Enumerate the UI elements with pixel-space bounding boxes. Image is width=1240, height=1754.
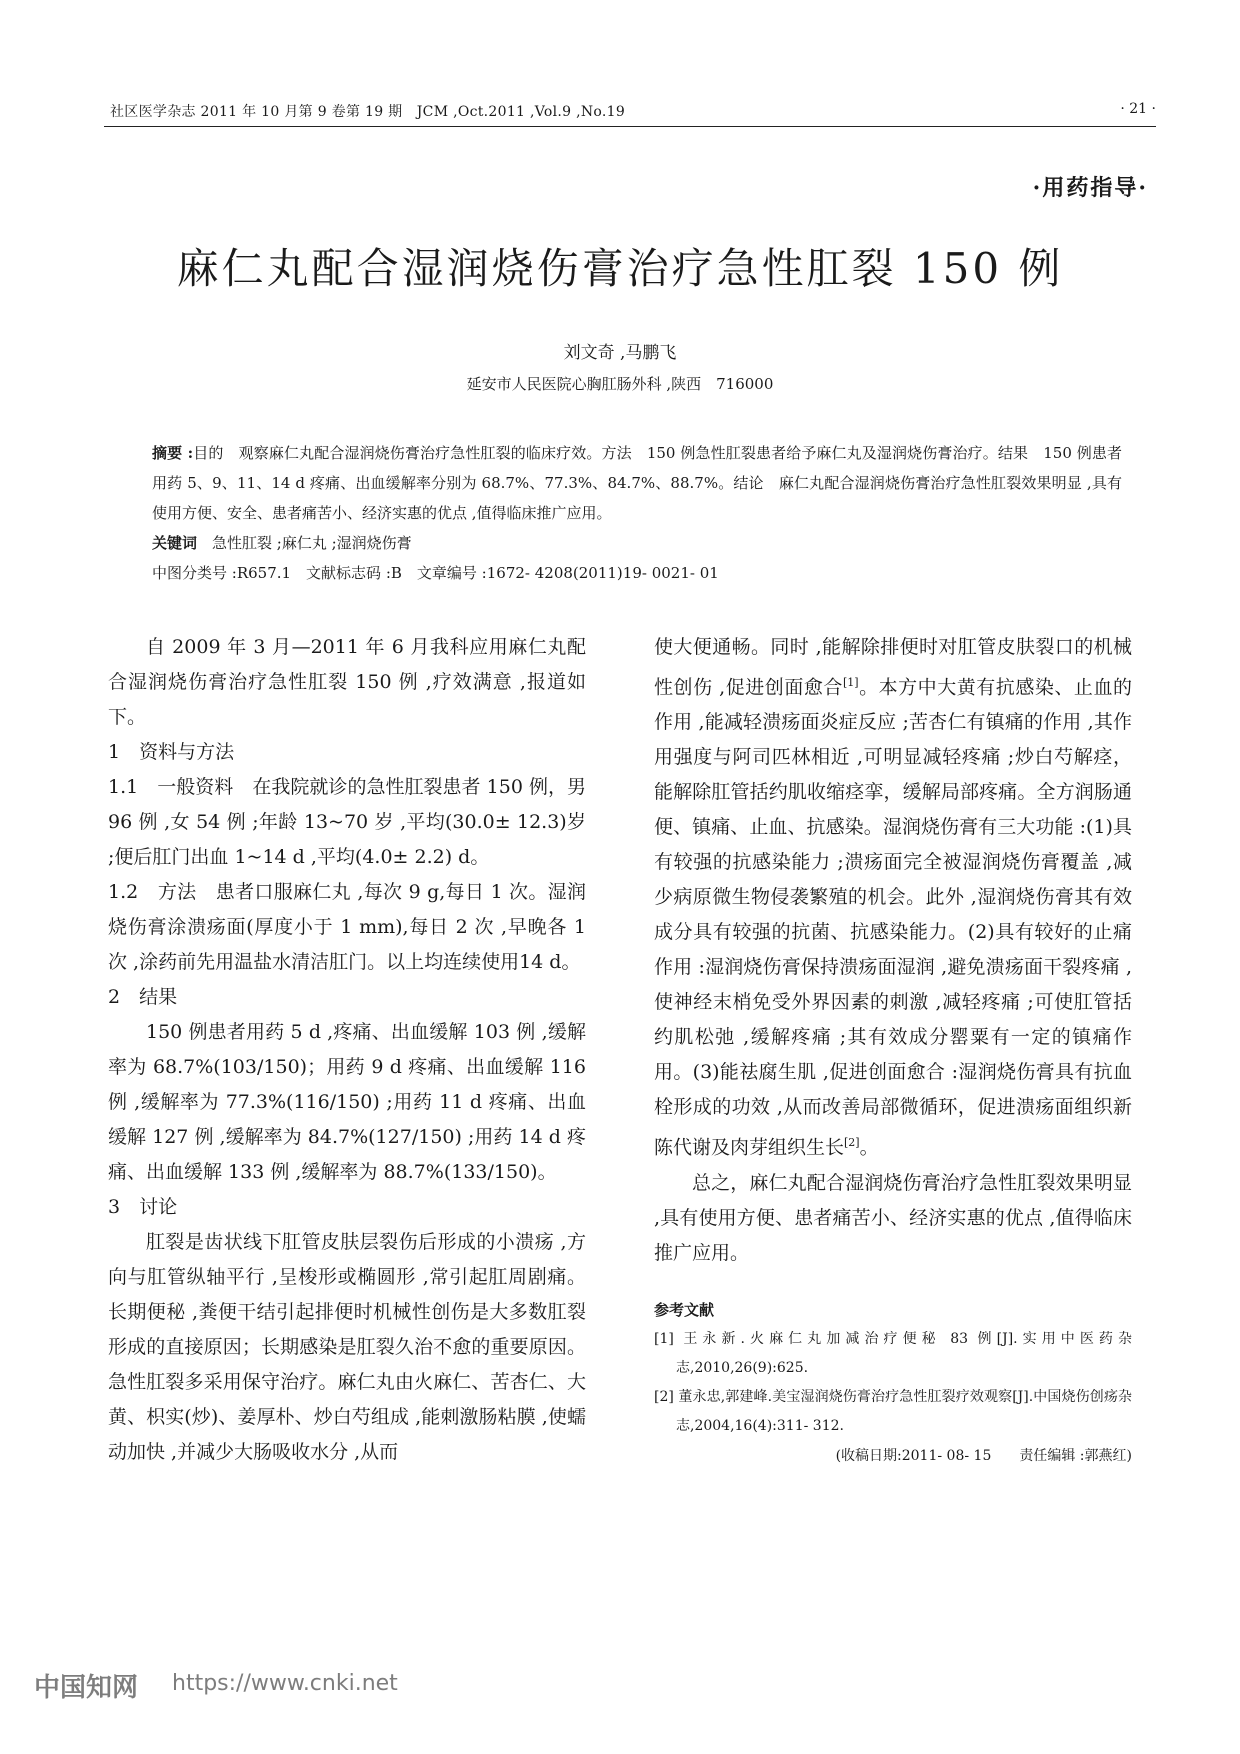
section-heading-1 [108, 735, 586, 770]
body-column-left [108, 630, 586, 1470]
section-title-1: 资料与方法 [139, 741, 235, 763]
section-heading-3 [108, 1190, 586, 1225]
article-title: 麻仁丸配合湿润烧伤膏治疗急性肛裂 150 例 [176, 244, 1064, 293]
keywords [152, 528, 1122, 558]
intro-paragraph: 自 2009 年 3 月—2011 年 6 月我科应用麻仁丸配合湿润烧伤膏治疗急性肛裂 150 例 ,疗效满意 ,报道如下。 [108, 636, 586, 728]
classification: 中图分类号 :R657.1 文献标志码 :B 文章编号 :1672- 4208(2011)19- 0021- 01 [152, 564, 719, 582]
page-number: · 21 · [1120, 101, 1156, 117]
references-heading: 参考文献 [654, 1300, 715, 1319]
section-number-3: 3 [108, 1196, 121, 1218]
header-rule [104, 126, 1156, 127]
reference-item-2: [2] 董永忠,郭建峰.美宝湿润烧伤膏治疗急性肛裂疗效观察[J].中国烧伤创疡杂志,2004,16(4):311- 312. [654, 1388, 1132, 1434]
section-title-2: 结果 [139, 986, 178, 1008]
authors: 刘文奇 ,马鹏飞 [563, 343, 677, 363]
affiliation: 延安市人民医院心胸肛肠外科 ,陕西 716000 [466, 375, 774, 393]
column-tag: ·用药指导· [1032, 175, 1148, 201]
discussion-text-b: 。本方中大黄有抗感染、止血的作用 ,能减轻溃疡面炎症反应 ;苦杏仁有镇痛的作用 ,其作用强度与阿司匹林相近 ,可明显减轻疼痛 ;炒白芍解痉，能解除肛管括约肌收缩痉挛，缓解局部疼痛。全方润肠通便、镇痛、止血、抗感染。湿润烧伤膏有三大功能 :(1)具有较强的抗感染能力 ;溃疡面完全被湿润烧伤膏覆盖 ,减少病原微生物侵袭繁殖的机会。此外 ,湿润烧伤膏其有效成分具有较强的抗菌、抗感染能力。(2)具有较好的止痛作用 :湿润烧伤膏保持溃疡面湿润 ,避免溃疡面干裂疼痛 ,使神经末梢免受外界因素的刺激 ,减轻疼痛 ;可使肛管括约肌松弛 ,缓解疼痛 ;其有效成分罂粟有一定的镇痛作用。(3)能祛腐生肌 ,促进创面愈合 :湿润烧伤膏具有抗血栓形成的功效 ,从而改善局部微循环，促进溃疡面组织新陈代谢及肉芽组织生长 [654, 676, 1132, 1159]
cnki-url[interactable]: https://www.cnki.net [172, 1671, 398, 1696]
subsection-1-2: 1.2 方法 患者口服麻仁丸 ,每次 9 g,每日 1 次。湿润烧伤膏涂溃疡面(厚度小于 1 mm),每日 2 次 ,早晚各 1 次 ,涂药前先用温盐水清洁肛门。以上均连续使用14 d。 [108, 881, 586, 973]
body-column-right [654, 630, 1132, 1471]
citation-1[interactable]: [1] [842, 676, 859, 689]
citation-2[interactable]: [2] [844, 1136, 860, 1150]
discussion-paragraph: 肛裂是齿状线下肛管皮肤层裂伤后形成的小溃疡 ,方向与肛管纵轴平行 ,呈梭形或椭圆形 ,常引起肛周剧痛。长期便秘 ,粪便干结引起排便时机械性创伤是大多数肛裂形成的直接原因；长期感染是肛裂久治不愈的重要原因。急性肛裂多采用保守治疗。麻仁丸由火麻仁、苦杏仁、大黄、枳实(炒)、姜厚朴、炒白芍组成 ,能刺激肠粘膜 ,使蠕动加快 ,并减少大肠吸收水分 ,从而 [108, 1231, 586, 1463]
discussion-text-c: 。 [859, 1136, 879, 1159]
results-paragraph: 150 例患者用药 5 d ,疼痛、出血缓解 103 例 ,缓解率为 68.7%(103/150)；用药 9 d 疼痛、出血缓解 116 例 ,缓解率为 77.3%(116/150) ;用药 11 d 疼痛、出血缓解 127 例 ,缓解率为 84.7%(127/150) ;用药 14 d 疼痛、出血缓解 133 例 ,缓解率为 88.7%(133/150)。 [108, 1021, 586, 1183]
section-number-1: 1 [108, 741, 121, 763]
keywords-text: 急性肛裂 ;麻仁丸 ;湿润烧伤膏 [212, 534, 412, 552]
received-date: (收稿日期:2011- 08- 15 责任编辑 :郭燕红) [835, 1447, 1132, 1464]
section-title-3: 讨论 [139, 1196, 178, 1218]
section-heading-2 [108, 980, 586, 1015]
abstract [152, 438, 1122, 528]
conclusion-paragraph: 总之，麻仁丸配合湿润烧伤膏治疗急性肛裂效果明显 ,具有使用方便、患者痛苦小、经济实惠的优点 ,值得临床推广应用。 [654, 1171, 1132, 1264]
subsection-1-1: 1.1 一般资料 在我院就诊的急性肛裂患者 150 例，男 96 例 ,女 54 例 ;年龄 13~70 岁 ,平均(30.0± 12.3)岁 ;便后肛门出血 1~14 d ,平均(4.0± 2.2) d。 [108, 776, 586, 868]
journal-header: 社区医学杂志 2011 年 10 月第 9 卷第 19 期 JCM ,Oct.2011 ,Vol.9 ,No.19 [110, 104, 626, 120]
abstract-label: 摘要 : [152, 444, 194, 462]
discussion-continued [654, 630, 1132, 1166]
keywords-label: 关键词 [152, 534, 213, 552]
discussion-text-a: 使大便通畅。同时 ,能解除排便时对肛管皮肤裂口的机械性创伤 ,促进创面愈合 [654, 636, 1132, 699]
section-number-2: 2 [108, 986, 121, 1008]
reference-item-1: [1] 王永新.火麻仁丸加减治疗便秘 83 例[J].实用中医药杂志,2010,26(9):625. [654, 1330, 1132, 1376]
abstract-text: 目的 观察麻仁丸配合湿润烧伤膏治疗急性肛裂的临床疗效。方法 150 例急性肛裂患者给予麻仁丸及湿润烧伤膏治疗。结果 150 例患者用药 5、9、11、14 d 疼痛、出血缓解率分别为 68.7%、77.3%、84.7%、88.7%。结论 麻仁丸配合湿润烧伤膏治疗急性肛裂效果明显 ,具有使用方便、安全、患者痛苦小、经济实惠的优点 ,值得临床推广应用。 [152, 444, 1122, 522]
abstract-block [152, 438, 1122, 588]
cnki-logo: 中国知网 [34, 1673, 139, 1703]
